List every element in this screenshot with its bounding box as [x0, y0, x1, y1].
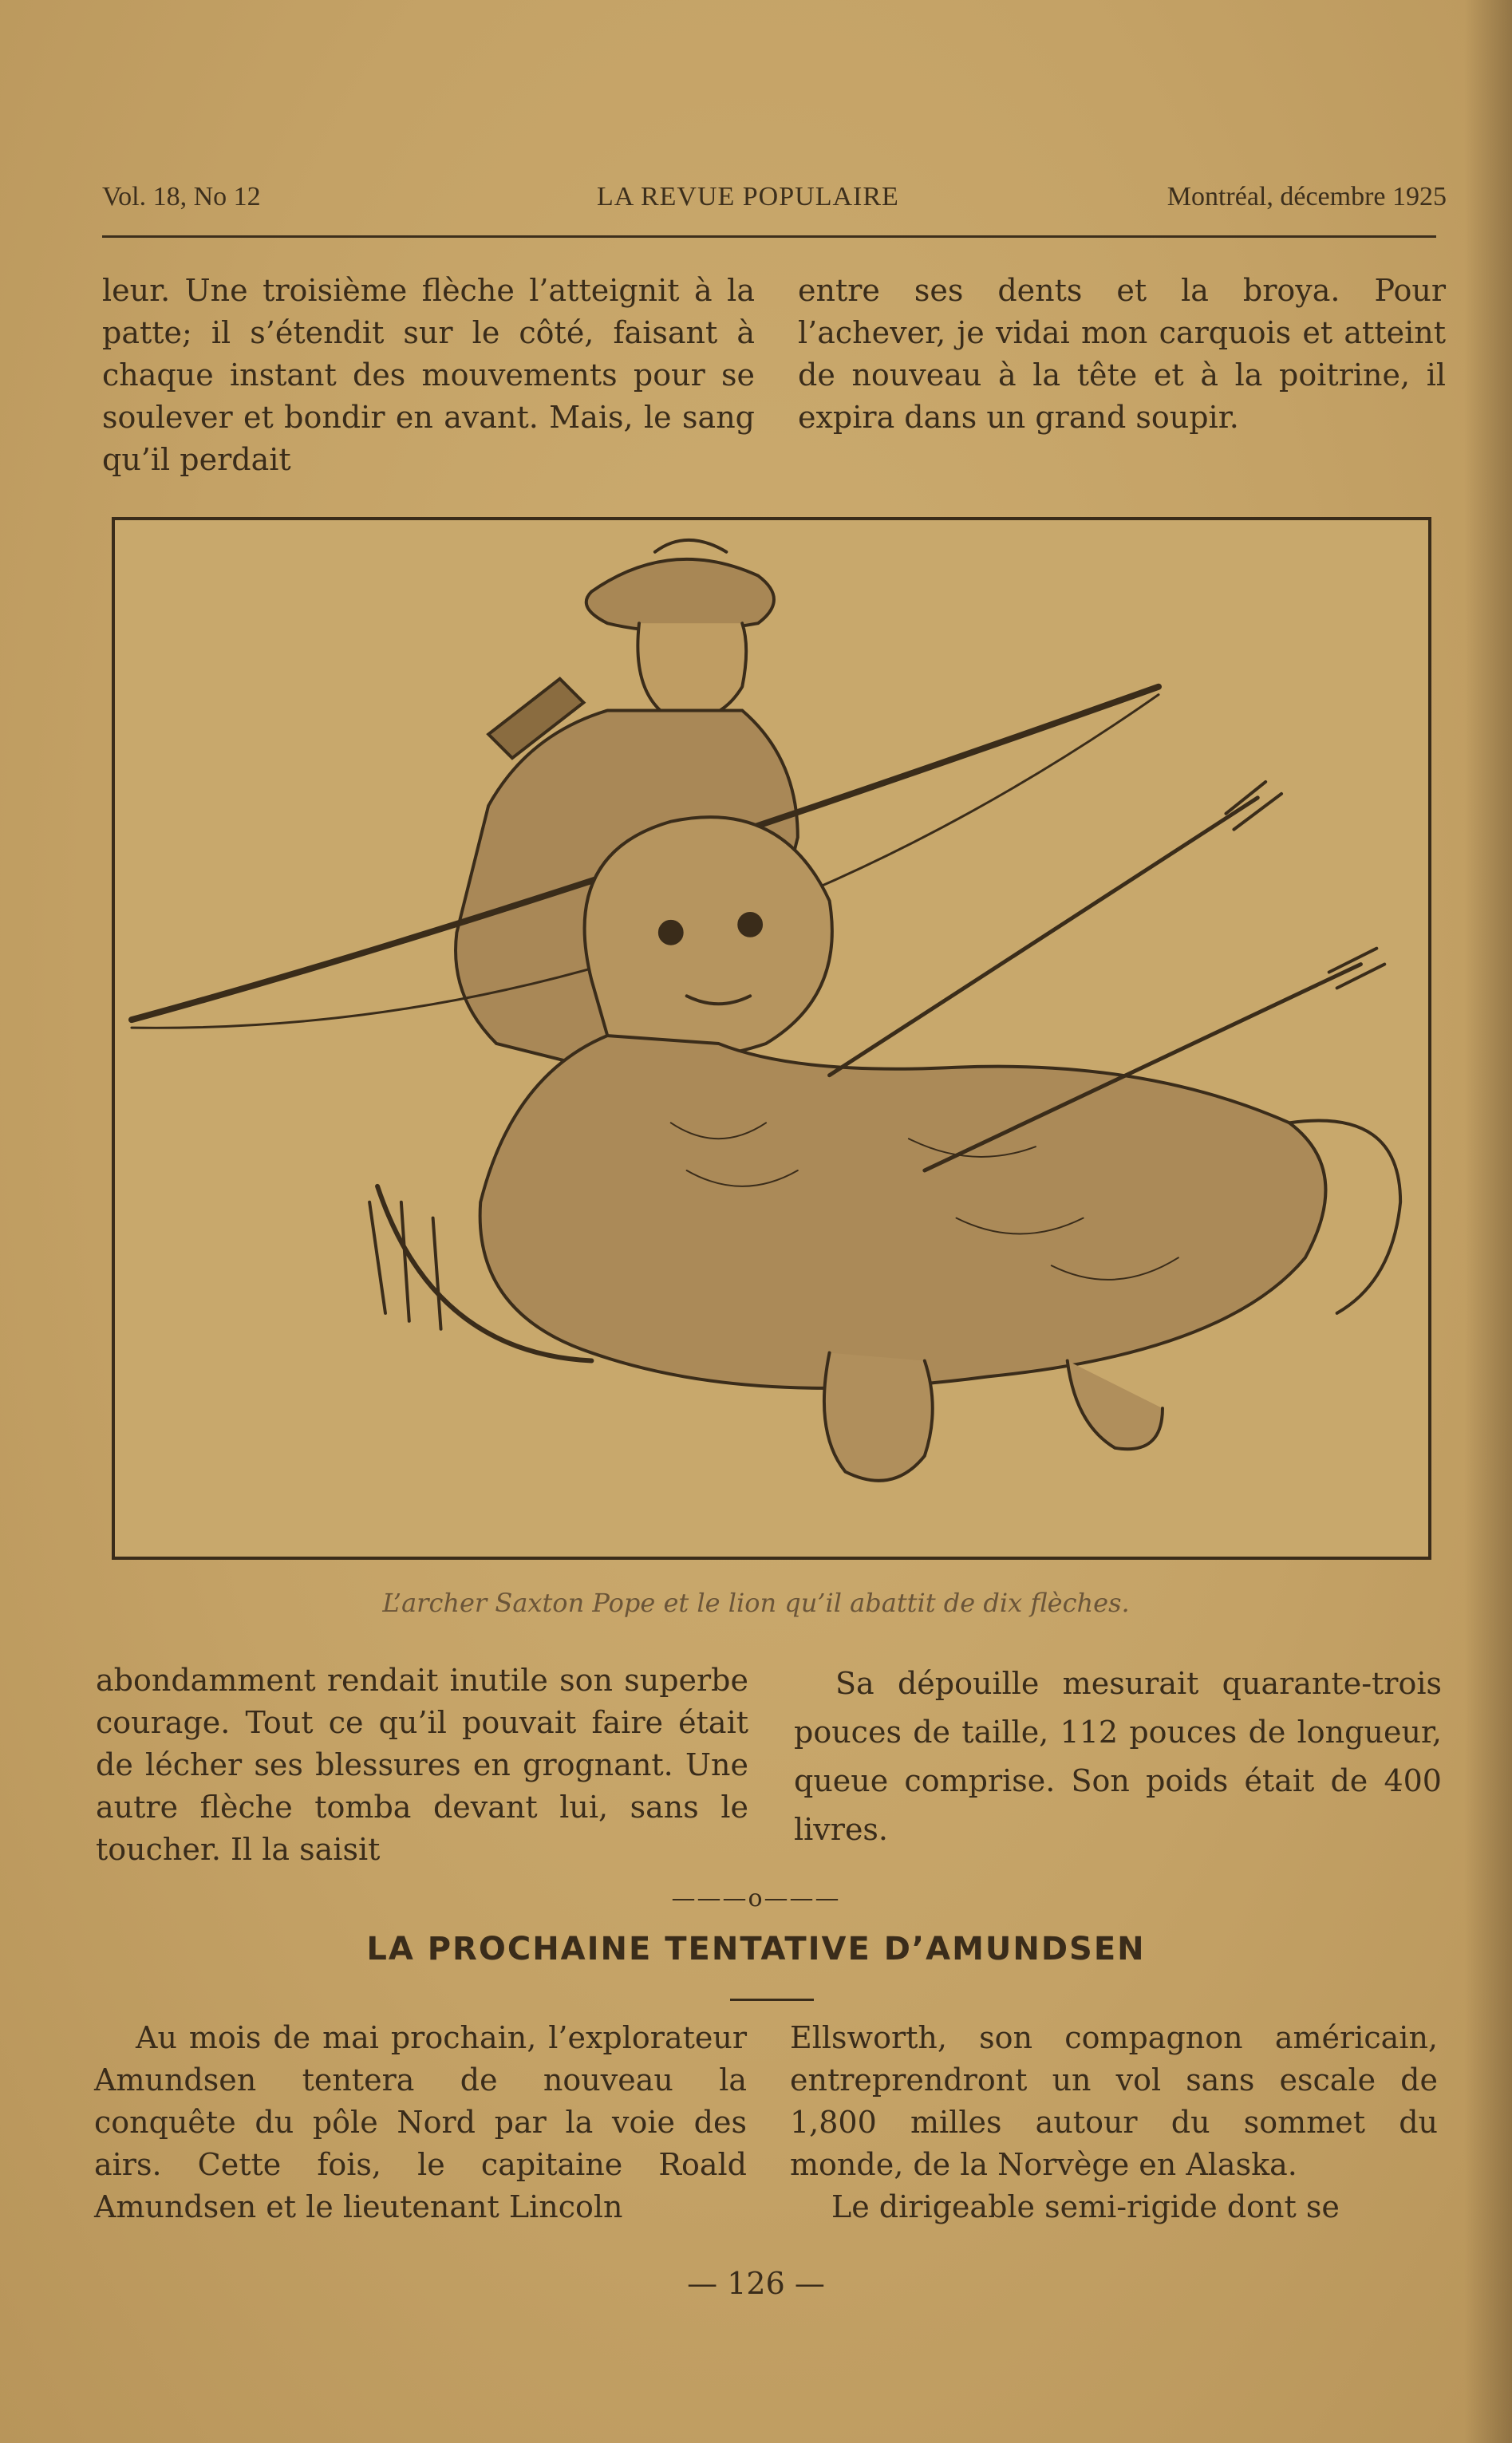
illustration-frame: [112, 517, 1431, 1560]
title-rule: [730, 1999, 814, 2001]
header-place-date: Montréal, décembre 1925: [1167, 182, 1447, 211]
article-right-column: [790, 2017, 1438, 2228]
archer-lion-illustration: [115, 520, 1428, 1557]
top-left-column: [102, 270, 755, 481]
top-right-column: [798, 270, 1446, 439]
middle-right-text: Sa dépouille mesurait quarante-trois pouces de taille, 112 pouces de longueur, queue comprise. Son poids était de 400 livres.: [794, 1666, 1442, 1847]
section-separator: ———o———: [671, 1885, 841, 1912]
page-number: — 126 —: [687, 2266, 825, 2301]
middle-right-column: [794, 1660, 1442, 1854]
header-publication: LA REVUE POPULAIRE: [597, 182, 899, 211]
article-title: LA PROCHAINE TENTATIVE D’AMUNDSEN: [366, 1931, 1146, 1967]
article-left-text: Au mois de mai prochain, l’explorateur Amundsen tentera de nouveau la conquête du pôle Nord par la voie des airs. Cette fois, le capitaine Roald Amundsen et le lieutenant Lincoln: [94, 2020, 747, 2224]
header-rule: [102, 235, 1436, 238]
article-right-text-1: Ellsworth, son compagnon américain, entreprendront un vol sans escale de 1,800 milles autour du sommet du monde, de la Norvège en Alaska.: [790, 2020, 1438, 2182]
top-right-text: entre ses dents et la broya. Pour l’achever, je vidai mon carquois et atteint de nouveau à la tête et à la poitrine, il expira dans un grand soupir.: [798, 273, 1446, 435]
article-right-text-2: Le dirigeable semi-rigide dont se: [831, 2189, 1340, 2224]
article-left-column: [94, 2017, 747, 2228]
top-left-text: leur. Une troisième flèche l’atteignit à la patte; il s’étendit sur le côté, faisant à chaque instant des mouvements pour se soulever et bondir en avant. Mais, le sang qu’il perdait: [102, 273, 755, 477]
middle-left-column: [96, 1660, 748, 1871]
running-header: [102, 182, 1447, 217]
page-edge-shadow: [1464, 0, 1512, 2443]
middle-left-text: abondamment rendait inutile son superbe courage. Tout ce qu’il pouvait faire était de lécher ses blessures en grognant. Une autre flèche tomba devant lui, sans le toucher. Il la saisit: [96, 1663, 748, 1867]
header-volume: Vol. 18, No 12: [102, 182, 261, 211]
figure-caption: L’archer Saxton Pope et le lion qu’il abattit de dix flèches.: [382, 1588, 1130, 1618]
